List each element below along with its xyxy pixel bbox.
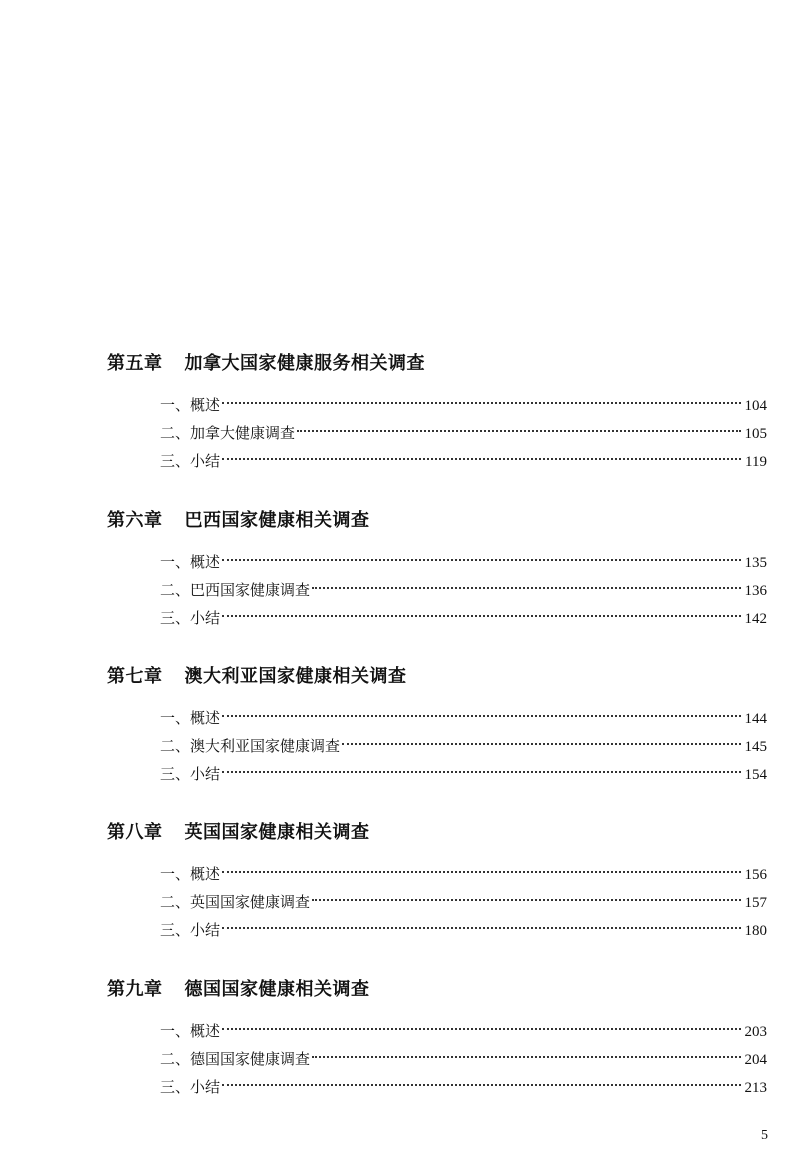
toc-entry[interactable] (160, 1014, 767, 1040)
chapter-number: 第五章 (107, 353, 163, 374)
entry-label: 二、德国国家健康调查 (160, 1050, 311, 1068)
entry-page-number: 180 (744, 923, 767, 939)
entry-label: 三、小结 (160, 1078, 221, 1096)
chapter-heading (107, 819, 370, 847)
toc-entry[interactable] (160, 729, 767, 755)
dot-leader (297, 416, 740, 438)
dot-leader (222, 601, 740, 623)
dot-leader (222, 388, 740, 410)
entry-label: 二、巴西国家健康调查 (160, 581, 311, 599)
entry-page-number: 145 (744, 739, 767, 755)
dot-leader (222, 913, 740, 935)
chapter-number: 第七章 (107, 666, 163, 687)
entry-page-number: 204 (744, 1052, 767, 1068)
dot-leader (222, 857, 740, 879)
chapter-title: 巴西国家健康相关调查 (184, 510, 370, 531)
entry-page-number: 203 (744, 1024, 767, 1040)
entry-label: 二、英国国家健康调查 (160, 893, 311, 911)
entry-label: 二、澳大利亚国家健康调查 (160, 737, 341, 755)
entry-page-number: 135 (744, 555, 767, 571)
entry-page-number: 104 (744, 398, 767, 414)
entry-page-number: 154 (744, 767, 767, 783)
entry-page-number: 136 (744, 583, 767, 599)
entry-page-number: 142 (744, 611, 767, 627)
entry-label: 三、小结 (160, 609, 221, 627)
entry-label: 一、概述 (160, 865, 221, 883)
dot-leader (222, 545, 740, 567)
entry-page-number: 157 (744, 895, 767, 911)
chapter-heading (107, 663, 407, 691)
entry-page-number: 213 (744, 1080, 767, 1096)
page-number: 5 (761, 1128, 768, 1143)
entry-page-number: 144 (744, 711, 767, 727)
toc-entry[interactable] (160, 416, 767, 442)
toc-entry[interactable] (160, 885, 767, 911)
toc-entry[interactable] (160, 388, 767, 414)
entry-page-number: 156 (744, 867, 767, 883)
dot-leader (222, 1014, 740, 1036)
toc-entry[interactable] (160, 1042, 767, 1068)
entry-page-number: 119 (745, 454, 767, 470)
entry-label: 一、概述 (160, 396, 221, 414)
chapter-title: 澳大利亚国家健康相关调查 (184, 666, 407, 687)
entry-label: 一、概述 (160, 709, 221, 727)
dot-leader (222, 701, 740, 723)
entry-label: 三、小结 (160, 452, 221, 470)
dot-leader (222, 1070, 740, 1092)
toc-entry[interactable] (160, 1070, 767, 1096)
toc-entry[interactable] (160, 545, 767, 571)
entry-page-number: 105 (744, 426, 767, 442)
chapter-number: 第六章 (107, 510, 163, 531)
chapter-title: 英国国家健康相关调查 (184, 822, 370, 843)
toc-entry[interactable] (160, 757, 767, 783)
toc-entry[interactable] (160, 857, 767, 883)
entry-label: 一、概述 (160, 1022, 221, 1040)
entry-label: 一、概述 (160, 553, 221, 571)
dot-leader (342, 729, 740, 751)
chapter-number: 第八章 (107, 822, 163, 843)
dot-leader (312, 885, 740, 907)
dot-leader (312, 573, 740, 595)
chapter-number: 第九章 (107, 979, 163, 1000)
toc-entry[interactable] (160, 913, 767, 939)
dot-leader (222, 757, 740, 779)
chapter-heading (107, 350, 425, 378)
chapter-title: 德国国家健康相关调查 (184, 979, 370, 1000)
toc-entry[interactable] (160, 444, 767, 470)
dot-leader (312, 1042, 740, 1064)
entry-label: 三、小结 (160, 921, 221, 939)
toc-entry[interactable] (160, 601, 767, 627)
chapter-heading (107, 976, 370, 1004)
toc-entry[interactable] (160, 573, 767, 599)
chapter-title: 加拿大国家健康服务相关调查 (184, 353, 425, 374)
entry-label: 二、加拿大健康调查 (160, 424, 296, 442)
chapter-heading (107, 507, 370, 535)
entry-label: 三、小结 (160, 765, 221, 783)
dot-leader (222, 444, 741, 466)
toc-entry[interactable] (160, 701, 767, 727)
